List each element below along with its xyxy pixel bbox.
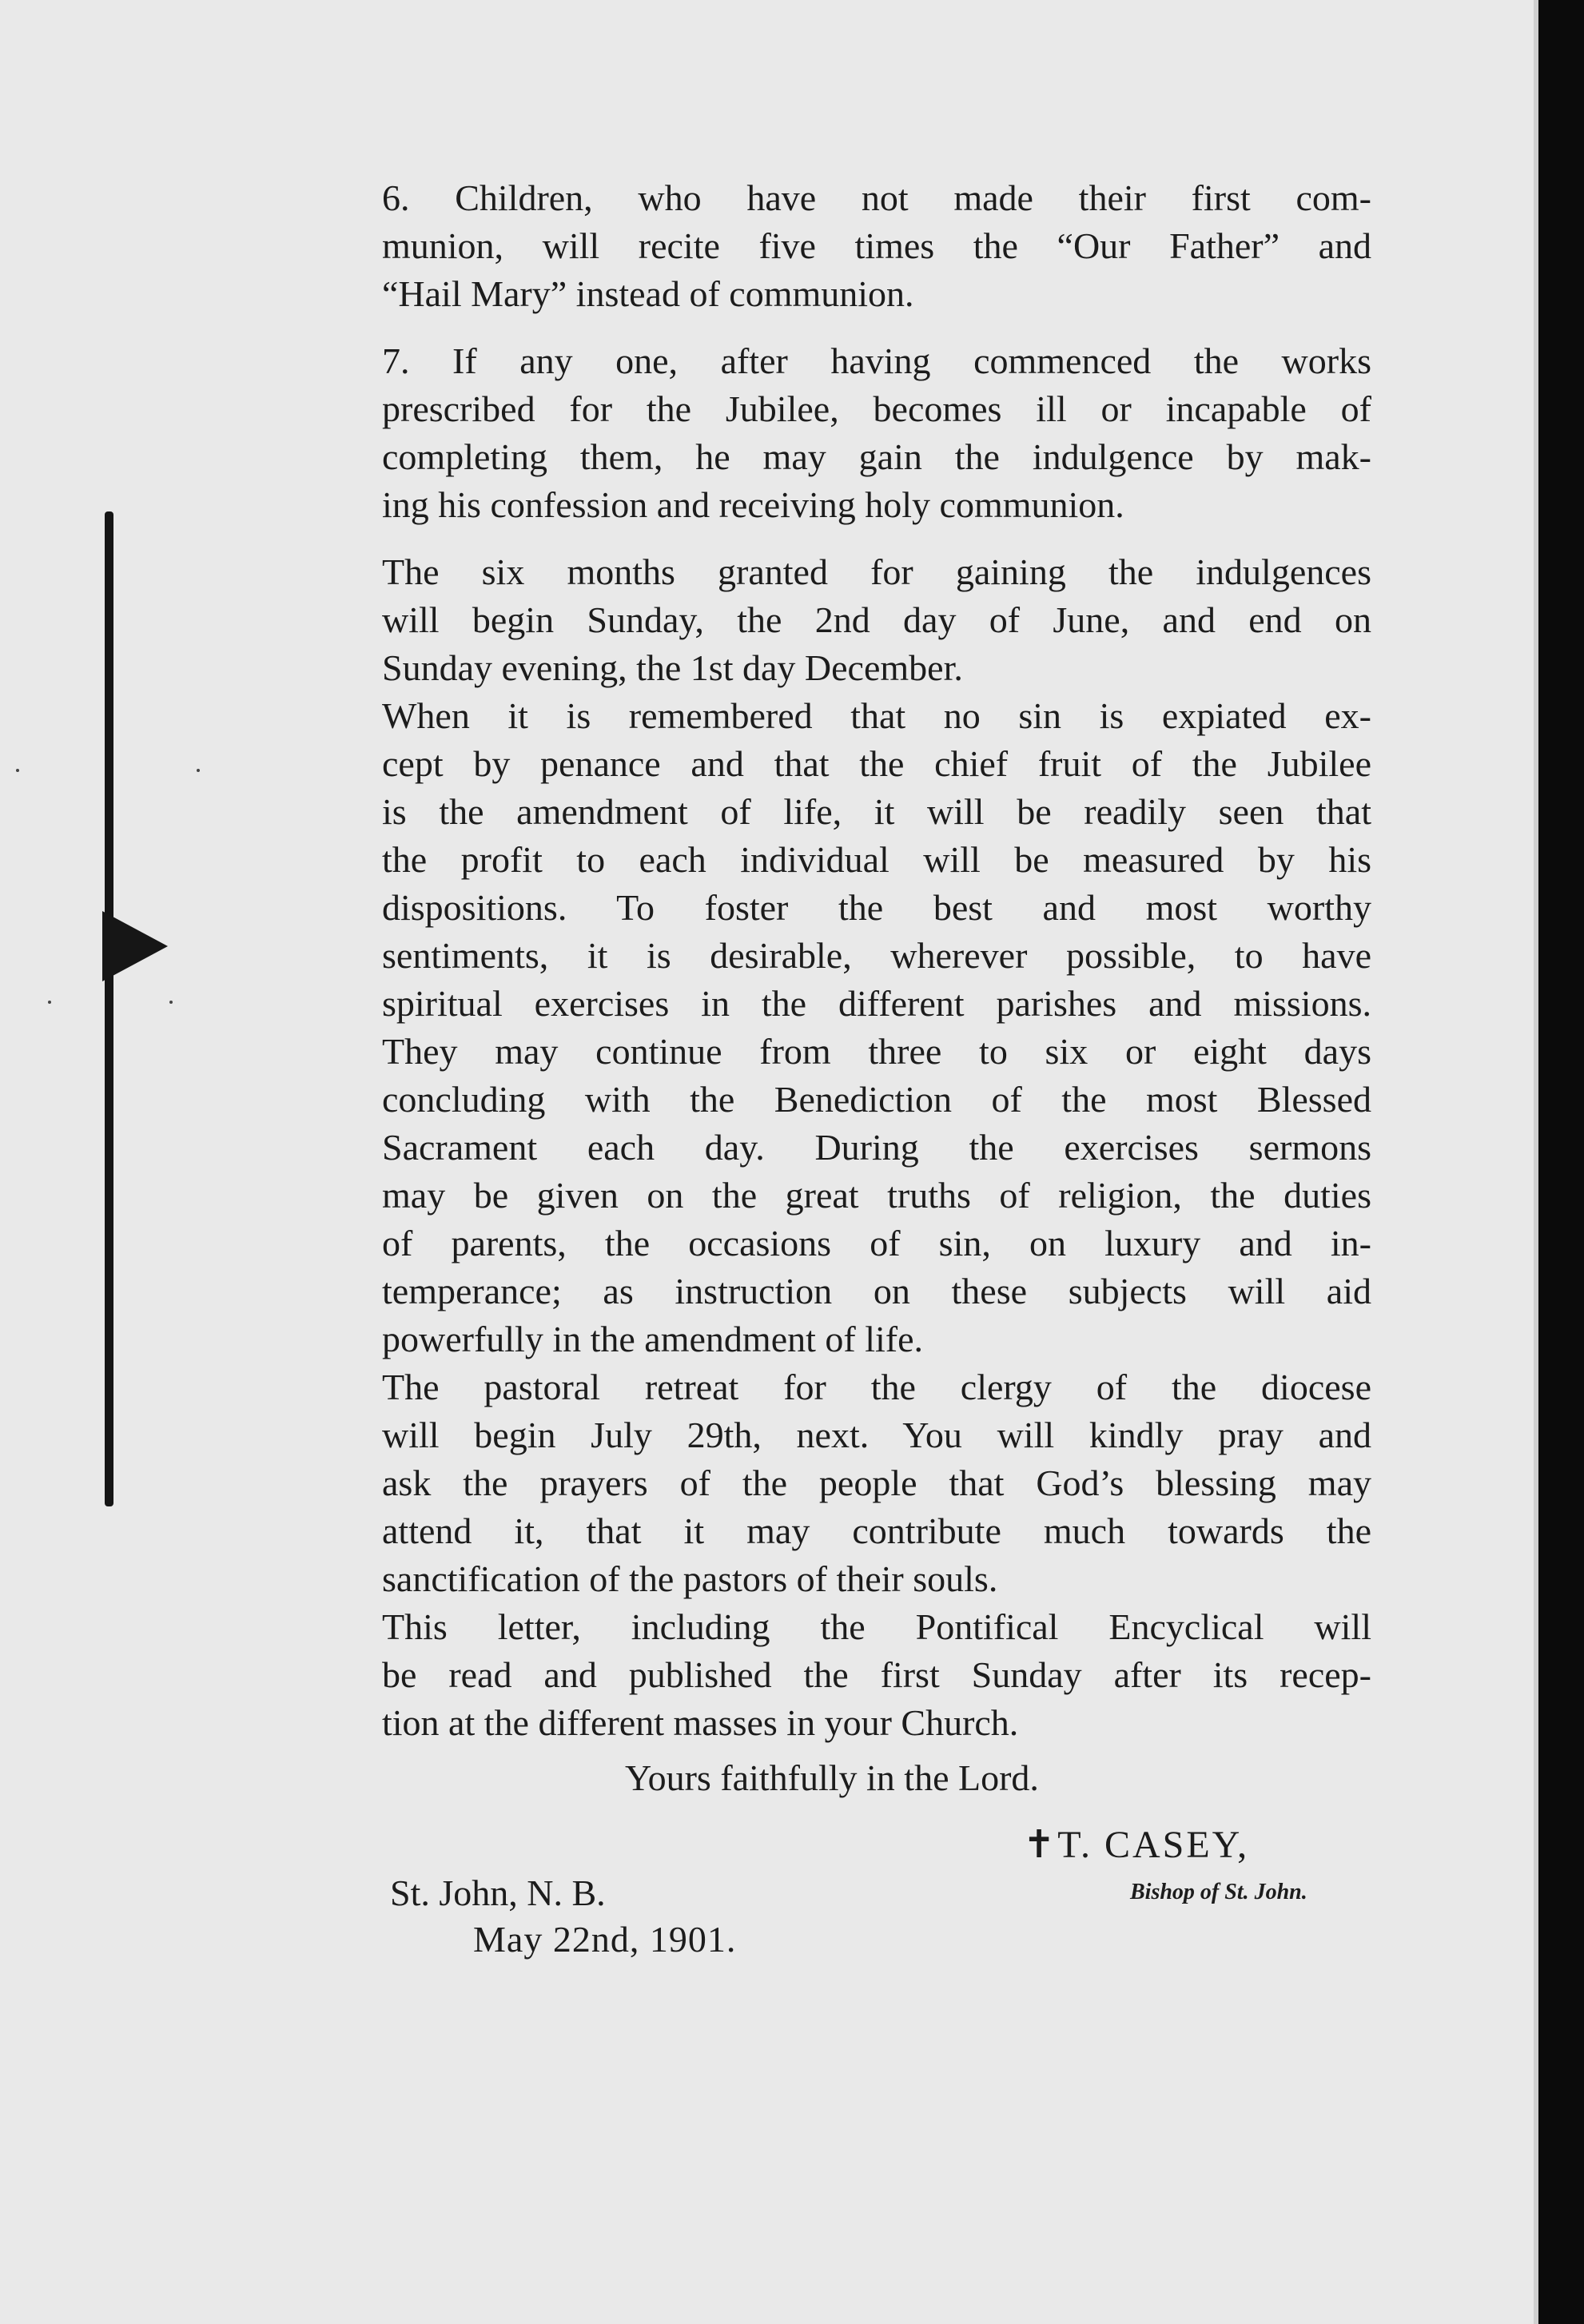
place-line: St. John, N. B. (390, 1872, 606, 1913)
scan-speck (16, 769, 19, 772)
text-line: The pastoral retreat for the clergy of the diocese (382, 1367, 1371, 1407)
bookmark-ribbon-knot (102, 911, 168, 981)
text-line: temperance; as instruction on these subjects will aid (382, 1271, 1371, 1311)
paragraph-item-7 (382, 337, 1371, 529)
text-line: sanctification of the pastors of their souls. (382, 1558, 998, 1599)
paragraph-publication (382, 1603, 1371, 1747)
text-line: the profit to each individual will be measured by his (382, 839, 1371, 880)
paragraph-six-months (382, 548, 1371, 692)
text-line: of parents, the occasions of sin, on luxury and in- (382, 1223, 1371, 1263)
text-line: When it is remembered that no sin is expiated ex- (382, 695, 1371, 736)
signature-name: ✝T. CASEY, (1023, 1824, 1250, 1866)
scan-speck (48, 1001, 51, 1004)
text-line: cept by penance and that the chief fruit of the Jubilee (382, 743, 1371, 784)
paragraph-retreat (382, 1363, 1371, 1603)
text-line: munion, will recite five times the “Our Father” and (382, 225, 1371, 266)
bookmark-ribbon (105, 511, 113, 1506)
text-line: prescribed for the Jubilee, becomes ill or incapable of (382, 388, 1371, 429)
text-line: completing them, he may gain the indulgence by mak- (382, 436, 1371, 477)
text-line: spiritual exercises in the different parishes and missions. (382, 983, 1371, 1024)
text-line: attend it, that it may contribute much towards the (382, 1510, 1371, 1551)
text-line: dispositions. To foster the best and most worthy (382, 887, 1371, 928)
scan-speck (169, 1001, 173, 1004)
text-line: sentiments, it is desirable, wherever possible, to have (382, 935, 1371, 976)
text-line: ask the prayers of the people that God’s blessing may (382, 1462, 1371, 1503)
scan-speck (197, 769, 200, 772)
paragraph-amendment (382, 692, 1371, 1363)
text-line: “Hail Mary” instead of communion. (382, 273, 914, 314)
text-line: may be given on the great truths of religion, the duties (382, 1175, 1371, 1216)
text-line: This letter, including the Pontifical Encyclical will (382, 1606, 1371, 1647)
text-line: is the amendment of life, it will be readily seen that (382, 791, 1371, 832)
date-line: May 22nd, 1901. (473, 1919, 737, 1960)
text-line: will begin Sunday, the 2nd day of June, and end on (382, 599, 1371, 640)
text-line: powerfully in the amendment of life. (382, 1319, 924, 1359)
text-line: They may continue from three to six or eight days (382, 1031, 1371, 1072)
closing-salutation: Yours faithfully in the Lord. (625, 1757, 1039, 1798)
text-line: concluding with the Benediction of the most Blessed (382, 1079, 1371, 1120)
signature-title: Bishop of St. John. (1130, 1880, 1307, 1904)
text-line: The six months granted for gaining the indulgences (382, 551, 1371, 592)
text-line: will begin July 29th, next. You will kindly pray and (382, 1415, 1371, 1455)
paragraph-item-6 (382, 174, 1371, 318)
letter-body (382, 174, 1371, 1747)
text-line: 7. If any one, after having commenced the works (382, 340, 1371, 381)
page-edge-shadow (1538, 0, 1584, 2324)
text-line: be read and published the first Sunday after its recep- (382, 1654, 1371, 1695)
text-line: 6. Children, who have not made their first com- (382, 177, 1371, 218)
text-line: Sunday evening, the 1st day December. (382, 647, 963, 688)
text-line: tion at the different masses in your Church. (382, 1702, 1019, 1743)
text-line: Sacrament each day. During the exercises sermons (382, 1127, 1371, 1168)
text-line: ing his confession and receiving holy communion. (382, 484, 1124, 525)
